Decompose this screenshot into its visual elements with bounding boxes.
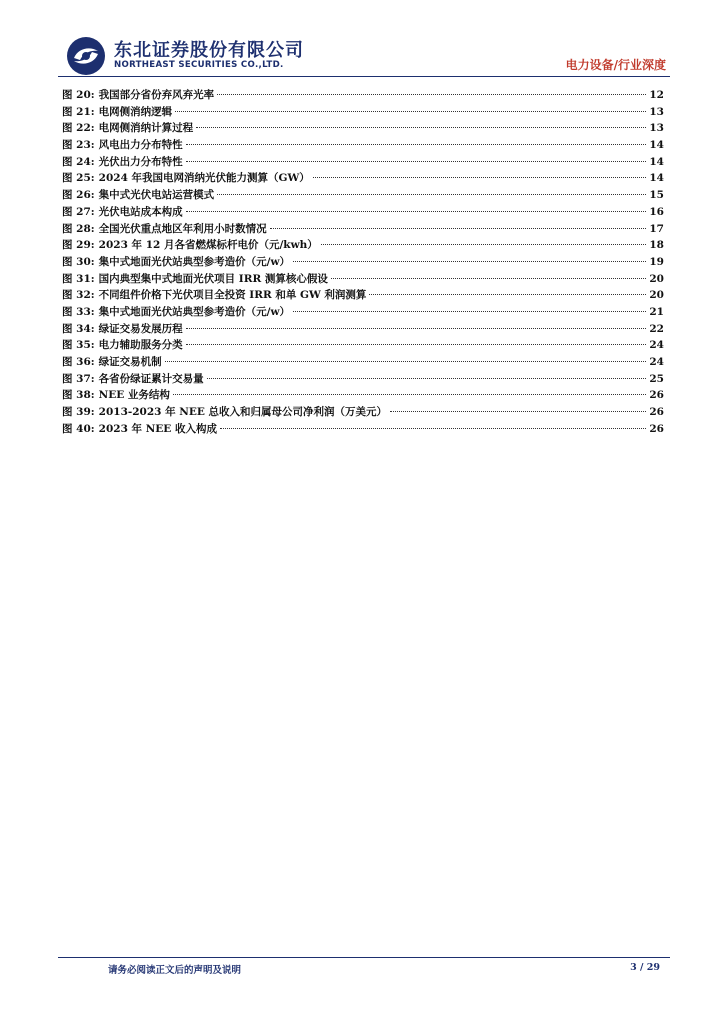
toc-figure-title: 2013-2023 年 NEE 总收入和归属母公司净利润（万美元） <box>98 406 388 419</box>
toc-dot-leader <box>186 144 647 145</box>
toc-figure-title: 绿证交易发展历程 <box>98 322 183 335</box>
toc-entry[interactable] <box>62 371 664 388</box>
toc-entry-label <box>62 254 290 271</box>
toc-page-number: 26 <box>649 406 664 419</box>
toc-dot-leader <box>196 127 646 128</box>
toc-entry-label <box>62 321 183 338</box>
toc-figure-title: NEE 业务结构 <box>98 389 170 402</box>
toc-page-number: 24 <box>649 356 664 368</box>
toc-entry-label <box>62 271 328 288</box>
toc-entry-label <box>62 304 290 321</box>
toc-entry-label <box>62 421 217 438</box>
toc-figure-number: 图 34: <box>62 322 95 335</box>
toc-page-number: 25 <box>649 372 664 385</box>
toc-entry-label <box>62 371 204 388</box>
toc-figure-title: 电网侧消纳计算过程 <box>98 122 194 135</box>
toc-figure-title: 集中式地面光伏站典型参考造价（元/w） <box>98 255 291 268</box>
toc-entry-label <box>62 137 183 154</box>
toc-figure-title: 2023 年 NEE 收入构成 <box>98 422 217 435</box>
toc-figure-number: 图 31: <box>62 272 95 285</box>
page-header <box>0 0 724 80</box>
toc-dot-leader <box>331 278 647 279</box>
toc-page-number: 26 <box>649 389 664 402</box>
figure-list <box>62 87 664 437</box>
toc-dot-leader <box>217 194 646 195</box>
toc-entry[interactable] <box>62 87 664 104</box>
toc-page-number: 15 <box>649 189 664 202</box>
toc-page-number: 16 <box>649 205 664 218</box>
toc-figure-title: 2024 年我国电网消纳光伏能力测算（GW） <box>98 172 310 185</box>
toc-entry[interactable] <box>62 204 664 221</box>
toc-entry[interactable] <box>62 404 664 421</box>
toc-page-number: 22 <box>649 322 664 335</box>
toc-page-number: 26 <box>649 422 664 435</box>
toc-figure-number: 图 25: <box>62 172 95 185</box>
toc-page-number: 14 <box>649 172 664 185</box>
toc-entry[interactable] <box>62 254 664 271</box>
footer-disclaimer: 请务必阅读正文后的声明及说明 <box>108 965 242 976</box>
toc-dot-leader <box>217 94 646 95</box>
toc-figure-number: 图 22: <box>62 122 95 135</box>
toc-figure-number: 图 20: <box>62 89 95 101</box>
toc-dot-leader <box>173 394 646 395</box>
toc-figure-number: 图 21: <box>62 105 95 118</box>
toc-figure-number: 图 23: <box>62 139 95 152</box>
toc-figure-title: 国内典型集中式地面光伏项目 IRR 测算核心假设 <box>98 272 328 285</box>
header-divider <box>58 76 670 77</box>
northeast-securities-logo-icon <box>66 36 106 76</box>
toc-dot-leader <box>293 261 646 262</box>
toc-figure-number: 图 37: <box>62 372 95 385</box>
toc-figure-title: 我国部分省份弃风弃光率 <box>98 89 215 101</box>
toc-figure-title: 集中式光伏电站运营模式 <box>98 189 215 202</box>
toc-page-number: 20 <box>649 272 664 285</box>
toc-figure-number: 图 40: <box>62 422 95 435</box>
toc-entry[interactable] <box>62 421 664 438</box>
toc-entry-label <box>62 354 162 371</box>
toc-entry-label <box>62 404 387 421</box>
toc-entry[interactable] <box>62 137 664 154</box>
toc-figure-number: 图 33: <box>62 305 95 318</box>
toc-entry[interactable] <box>62 321 664 338</box>
toc-entry[interactable] <box>62 337 664 354</box>
toc-dot-leader <box>186 344 647 345</box>
toc-dot-leader <box>207 378 647 379</box>
toc-entry-label <box>62 237 318 254</box>
toc-figure-title: 风电出力分布特性 <box>98 139 183 152</box>
toc-figure-title: 电网侧消纳逻辑 <box>98 105 173 118</box>
toc-dot-leader <box>270 228 647 229</box>
toc-figure-number: 图 39: <box>62 406 95 419</box>
toc-entry[interactable] <box>62 237 664 254</box>
toc-entry-label <box>62 387 170 404</box>
toc-page-number: 14 <box>649 155 664 168</box>
toc-page-number: 13 <box>649 105 664 118</box>
toc-entry-label <box>62 187 214 204</box>
toc-entry[interactable] <box>62 154 664 171</box>
toc-page-number: 13 <box>649 122 664 135</box>
toc-entry[interactable] <box>62 104 664 121</box>
toc-page-number: 18 <box>649 239 664 252</box>
toc-dot-leader <box>293 311 646 312</box>
toc-page-number: 12 <box>649 89 664 101</box>
toc-page-number: 14 <box>649 139 664 152</box>
toc-dot-leader <box>369 294 646 295</box>
toc-page-number: 24 <box>649 339 664 352</box>
toc-entry[interactable] <box>62 304 664 321</box>
footer-divider <box>58 957 670 958</box>
toc-figure-title: 光伏电站成本构成 <box>98 205 183 218</box>
toc-dot-leader <box>313 177 647 178</box>
toc-entry-label <box>62 170 310 187</box>
toc-page-number: 21 <box>649 305 664 318</box>
toc-figure-number: 图 38: <box>62 389 95 402</box>
page-number: 3 / 29 <box>630 962 660 973</box>
toc-entry[interactable] <box>62 287 664 304</box>
toc-figure-title: 全国光伏重点地区年利用小时数情况 <box>98 222 267 235</box>
toc-entry-label <box>62 154 183 171</box>
toc-dot-leader <box>321 244 647 245</box>
toc-dot-leader <box>186 211 647 212</box>
toc-entry[interactable] <box>62 221 664 238</box>
toc-figure-number: 图 24: <box>62 155 95 168</box>
toc-figure-number: 图 36: <box>62 356 95 368</box>
toc-entry[interactable] <box>62 354 664 371</box>
toc-figure-number: 图 32: <box>62 289 95 302</box>
toc-entry-label <box>62 287 366 304</box>
toc-page-number: 19 <box>649 255 664 268</box>
toc-figure-title: 集中式地面光伏站典型参考造价（元/w） <box>98 305 291 318</box>
toc-dot-leader <box>186 161 647 162</box>
company-name-en: NORTHEAST SECURITIES CO.,LTD. <box>114 60 284 70</box>
toc-figure-title: 2023 年 12 月各省燃煤标杆电价（元/kwh） <box>98 239 318 252</box>
toc-figure-number: 图 30: <box>62 255 95 268</box>
toc-entry-label <box>62 204 183 221</box>
toc-dot-leader <box>165 361 647 362</box>
toc-dot-leader <box>186 328 647 329</box>
toc-figure-number: 图 27: <box>62 205 95 218</box>
toc-entry[interactable] <box>62 271 664 288</box>
toc-entry-label <box>62 104 172 121</box>
toc-page-number: 20 <box>649 289 664 302</box>
toc-entry[interactable] <box>62 187 664 204</box>
report-category: 电力设备/行业深度 <box>565 58 666 72</box>
toc-figure-number: 图 26: <box>62 189 95 202</box>
toc-dot-leader <box>390 411 646 412</box>
toc-figure-title: 电力辅助服务分类 <box>98 339 183 352</box>
toc-figure-title: 不同组件价格下光伏项目全投资 IRR 和单 GW 利润测算 <box>98 289 367 302</box>
toc-dot-leader <box>175 111 646 112</box>
toc-figure-number: 图 29: <box>62 239 95 252</box>
toc-figure-title: 绿证交易机制 <box>98 356 162 368</box>
toc-entry[interactable] <box>62 170 664 187</box>
toc-entry-label <box>62 337 183 354</box>
toc-figure-title: 各省份绿证累计交易量 <box>98 372 204 385</box>
toc-entry[interactable] <box>62 120 664 137</box>
toc-entry-label <box>62 221 267 238</box>
toc-entry-label <box>62 87 214 104</box>
toc-dot-leader <box>220 428 646 429</box>
toc-entry[interactable] <box>62 387 664 404</box>
company-name-cn: 东北证券股份有限公司 <box>114 40 304 61</box>
toc-entry-label <box>62 120 193 137</box>
toc-figure-number: 图 28: <box>62 222 95 235</box>
toc-figure-title: 光伏出力分布特性 <box>98 155 183 168</box>
toc-figure-number: 图 35: <box>62 339 95 352</box>
toc-page-number: 17 <box>649 222 664 235</box>
